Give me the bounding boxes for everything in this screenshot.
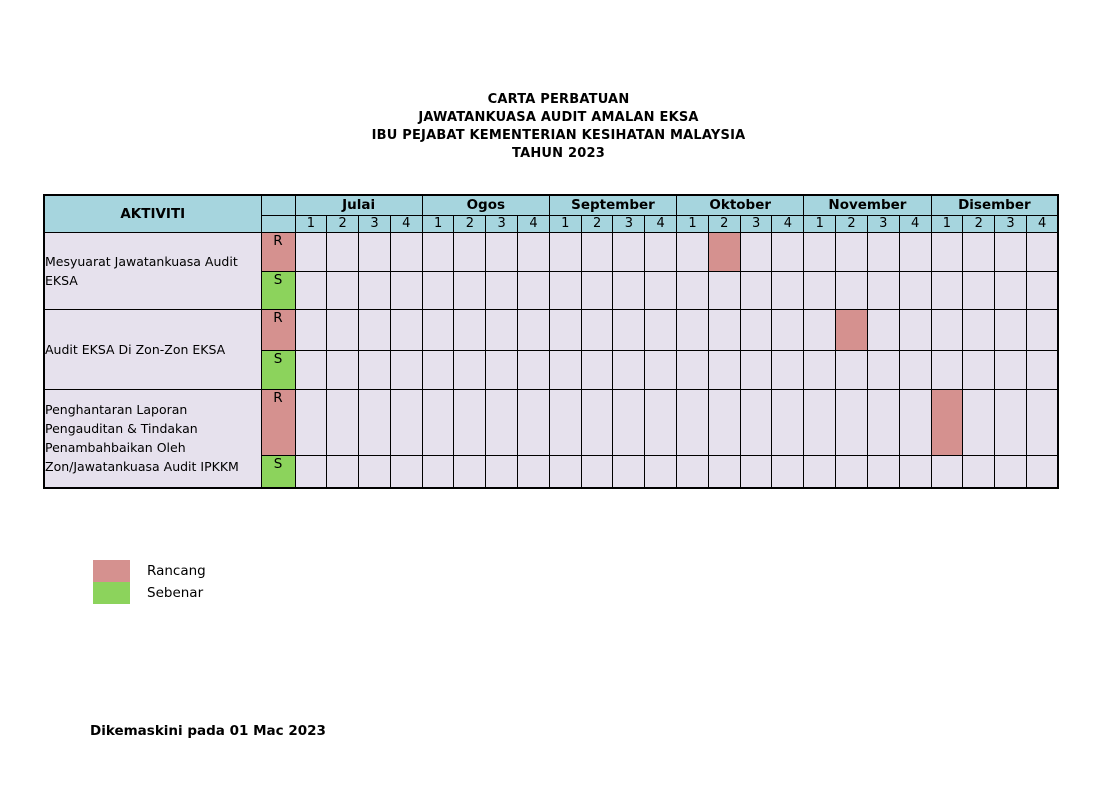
- week-cell: [422, 309, 454, 350]
- week-cell: [295, 389, 327, 455]
- week-cell: [995, 389, 1027, 455]
- week-header: 4: [772, 215, 804, 232]
- week-cell: [772, 350, 804, 389]
- week-cell: [804, 232, 836, 271]
- activity-name: Mesyuarat Jawatankuasa Audit EKSA: [44, 232, 261, 309]
- week-cell: [645, 350, 677, 389]
- week-cell: [899, 232, 931, 271]
- week-cell: [518, 389, 550, 455]
- week-cell: [645, 389, 677, 455]
- week-cell: [549, 455, 581, 488]
- week-cell: [867, 309, 899, 350]
- week-cell: [931, 271, 963, 309]
- week-cell: [677, 389, 709, 455]
- week-cell: [454, 232, 486, 271]
- week-cell: [772, 309, 804, 350]
- week-header: 3: [867, 215, 899, 232]
- week-header: 2: [963, 215, 995, 232]
- week-cell: [645, 271, 677, 309]
- activity-name: Audit EKSA Di Zon-Zon EKSA: [44, 309, 261, 389]
- week-cell: [359, 389, 391, 455]
- week-cell: [295, 232, 327, 271]
- week-cell: [581, 309, 613, 350]
- week-cell: [581, 455, 613, 488]
- week-header: 1: [931, 215, 963, 232]
- month-header-ogos: Ogos: [422, 195, 549, 215]
- week-cell: [963, 389, 995, 455]
- week-cell: [613, 455, 645, 488]
- sebenar-color-swatch: [93, 582, 130, 604]
- week-cell: [518, 455, 550, 488]
- week-cell: [772, 455, 804, 488]
- week-cell: [836, 271, 868, 309]
- week-cell: [677, 350, 709, 389]
- week-cell: [740, 309, 772, 350]
- week-cell: [677, 309, 709, 350]
- week-cell: [836, 350, 868, 389]
- week-cell: [899, 350, 931, 389]
- week-cell: [581, 389, 613, 455]
- week-cell: [708, 309, 740, 350]
- week-header: 1: [804, 215, 836, 232]
- week-cell: [708, 350, 740, 389]
- week-cell: [1026, 232, 1058, 271]
- week-cell: [518, 232, 550, 271]
- week-cell: [708, 455, 740, 488]
- week-cell: [549, 232, 581, 271]
- week-cell: [645, 455, 677, 488]
- week-cell: [518, 350, 550, 389]
- week-cell: [963, 455, 995, 488]
- month-header-september: September: [549, 195, 676, 215]
- rs-column-header: [261, 195, 295, 215]
- week-cell: [836, 389, 868, 455]
- week-header: 4: [518, 215, 550, 232]
- week-cell: [422, 350, 454, 389]
- week-header: 4: [1026, 215, 1058, 232]
- title-line-3: IBU PEJABAT KEMENTERIAN KESIHATAN MALAYSIA: [371, 128, 746, 143]
- week-header: 3: [486, 215, 518, 232]
- rancang-row-label: R: [261, 309, 295, 350]
- week-cell: [963, 350, 995, 389]
- week-header: 4: [390, 215, 422, 232]
- week-cell: [899, 455, 931, 488]
- week-header: 1: [422, 215, 454, 232]
- week-cell: [486, 389, 518, 455]
- week-cell: [518, 271, 550, 309]
- week-cell: [804, 271, 836, 309]
- week-cell: [327, 455, 359, 488]
- week-cell: [295, 271, 327, 309]
- week-cell: [677, 271, 709, 309]
- week-cell: [295, 309, 327, 350]
- week-header: 2: [454, 215, 486, 232]
- week-cell: [390, 350, 422, 389]
- week-cell: [295, 350, 327, 389]
- week-cell: [963, 232, 995, 271]
- week-cell: [677, 232, 709, 271]
- week-cell: [995, 232, 1027, 271]
- week-cell: [581, 271, 613, 309]
- week-cell: [740, 232, 772, 271]
- week-cell: [740, 455, 772, 488]
- week-cell: [549, 271, 581, 309]
- week-cell: [1026, 271, 1058, 309]
- week-cell: [454, 309, 486, 350]
- rancang-row-label: R: [261, 389, 295, 455]
- week-cell: [867, 232, 899, 271]
- rancang-milestone-cell: [708, 232, 740, 271]
- week-cell: [740, 389, 772, 455]
- week-header: 1: [295, 215, 327, 232]
- week-cell: [613, 271, 645, 309]
- sebenar-row-label: S: [261, 271, 295, 309]
- sebenar-row-label: S: [261, 455, 295, 488]
- week-header: 3: [359, 215, 391, 232]
- chart-title: [0, 91, 1117, 163]
- week-cell: [740, 350, 772, 389]
- rancang-milestone-cell: [836, 309, 868, 350]
- week-cell: [677, 455, 709, 488]
- week-cell: [1026, 309, 1058, 350]
- week-cell: [359, 350, 391, 389]
- week-cell: [613, 350, 645, 389]
- week-header: 1: [677, 215, 709, 232]
- week-cell: [963, 271, 995, 309]
- week-cell: [708, 271, 740, 309]
- week-cell: [1026, 455, 1058, 488]
- week-cell: [390, 455, 422, 488]
- month-header-oktober: Oktober: [677, 195, 804, 215]
- week-cell: [359, 309, 391, 350]
- week-cell: [422, 271, 454, 309]
- week-cell: [931, 232, 963, 271]
- week-cell: [549, 309, 581, 350]
- week-cell: [899, 389, 931, 455]
- week-cell: [931, 309, 963, 350]
- week-cell: [613, 232, 645, 271]
- month-header-november: November: [804, 195, 931, 215]
- week-cell: [1026, 389, 1058, 455]
- week-cell: [804, 350, 836, 389]
- week-cell: [708, 389, 740, 455]
- week-cell: [327, 309, 359, 350]
- week-cell: [995, 455, 1027, 488]
- rancang-color-swatch: [93, 560, 130, 582]
- week-cell: [867, 455, 899, 488]
- week-cell: [486, 271, 518, 309]
- activity-column-header: AKTIVITI: [44, 195, 261, 232]
- rancang-label: Rancang: [147, 563, 206, 579]
- week-cell: [1026, 350, 1058, 389]
- week-cell: [390, 389, 422, 455]
- week-cell: [390, 232, 422, 271]
- milestone-table: [43, 194, 1059, 489]
- week-cell: [454, 350, 486, 389]
- week-cell: [359, 271, 391, 309]
- week-cell: [581, 350, 613, 389]
- week-cell: [327, 350, 359, 389]
- week-cell: [486, 232, 518, 271]
- legend-item-sebenar: [93, 582, 206, 604]
- week-cell: [327, 389, 359, 455]
- week-header: 2: [581, 215, 613, 232]
- week-cell: [295, 455, 327, 488]
- week-cell: [995, 271, 1027, 309]
- week-cell: [836, 455, 868, 488]
- week-cell: [390, 271, 422, 309]
- week-cell: [772, 232, 804, 271]
- week-cell: [454, 271, 486, 309]
- week-header: 2: [836, 215, 868, 232]
- activity-name: Penghantaran Laporan Pengauditan & Tindakan Penambahbaikan Oleh Zon/Jawatankuasa Audit IPKKM: [44, 389, 261, 488]
- week-cell: [645, 309, 677, 350]
- week-cell: [740, 271, 772, 309]
- week-cell: [390, 309, 422, 350]
- week-cell: [613, 309, 645, 350]
- week-header: 2: [708, 215, 740, 232]
- week-cell: [772, 271, 804, 309]
- week-cell: [995, 309, 1027, 350]
- week-cell: [804, 389, 836, 455]
- month-header-julai: Julai: [295, 195, 422, 215]
- rancang-milestone-cell: [931, 389, 963, 455]
- week-header: 2: [327, 215, 359, 232]
- week-cell: [931, 350, 963, 389]
- rancang-row-label: R: [261, 232, 295, 271]
- week-cell: [899, 271, 931, 309]
- week-header: 4: [899, 215, 931, 232]
- week-header: 3: [613, 215, 645, 232]
- week-header: 4: [645, 215, 677, 232]
- week-cell: [486, 309, 518, 350]
- legend-item-rancang: [93, 560, 206, 582]
- week-cell: [867, 350, 899, 389]
- week-cell: [804, 455, 836, 488]
- week-cell: [867, 271, 899, 309]
- month-header-disember: Disember: [931, 195, 1058, 215]
- title-line-4: TAHUN 2023: [512, 146, 605, 161]
- week-cell: [867, 389, 899, 455]
- week-cell: [772, 389, 804, 455]
- sebenar-label: Sebenar: [147, 585, 204, 601]
- week-cell: [486, 350, 518, 389]
- week-cell: [454, 455, 486, 488]
- week-cell: [549, 389, 581, 455]
- week-cell: [486, 455, 518, 488]
- week-cell: [422, 455, 454, 488]
- week-cell: [995, 350, 1027, 389]
- week-cell: [327, 232, 359, 271]
- week-header: 3: [995, 215, 1027, 232]
- week-cell: [581, 232, 613, 271]
- week-cell: [899, 309, 931, 350]
- week-cell: [359, 455, 391, 488]
- week-cell: [836, 232, 868, 271]
- week-cell: [963, 309, 995, 350]
- week-cell: [804, 309, 836, 350]
- week-cell: [454, 389, 486, 455]
- week-cell: [359, 232, 391, 271]
- rs-column-subheader: [261, 215, 295, 232]
- week-header: 1: [549, 215, 581, 232]
- week-cell: [645, 232, 677, 271]
- week-cell: [422, 232, 454, 271]
- title-line-1: CARTA PERBATUAN: [487, 92, 630, 107]
- title-line-2: JAWATANKUASA AUDIT AMALAN EKSA: [418, 110, 699, 125]
- week-cell: [518, 309, 550, 350]
- sebenar-row-label: S: [261, 350, 295, 389]
- week-cell: [549, 350, 581, 389]
- week-cell: [327, 271, 359, 309]
- week-cell: [613, 389, 645, 455]
- legend: [93, 560, 206, 604]
- week-cell: [422, 389, 454, 455]
- week-cell: [931, 455, 963, 488]
- updated-date-note: Dikemaskini pada 01 Mac 2023: [90, 723, 326, 739]
- week-header: 3: [740, 215, 772, 232]
